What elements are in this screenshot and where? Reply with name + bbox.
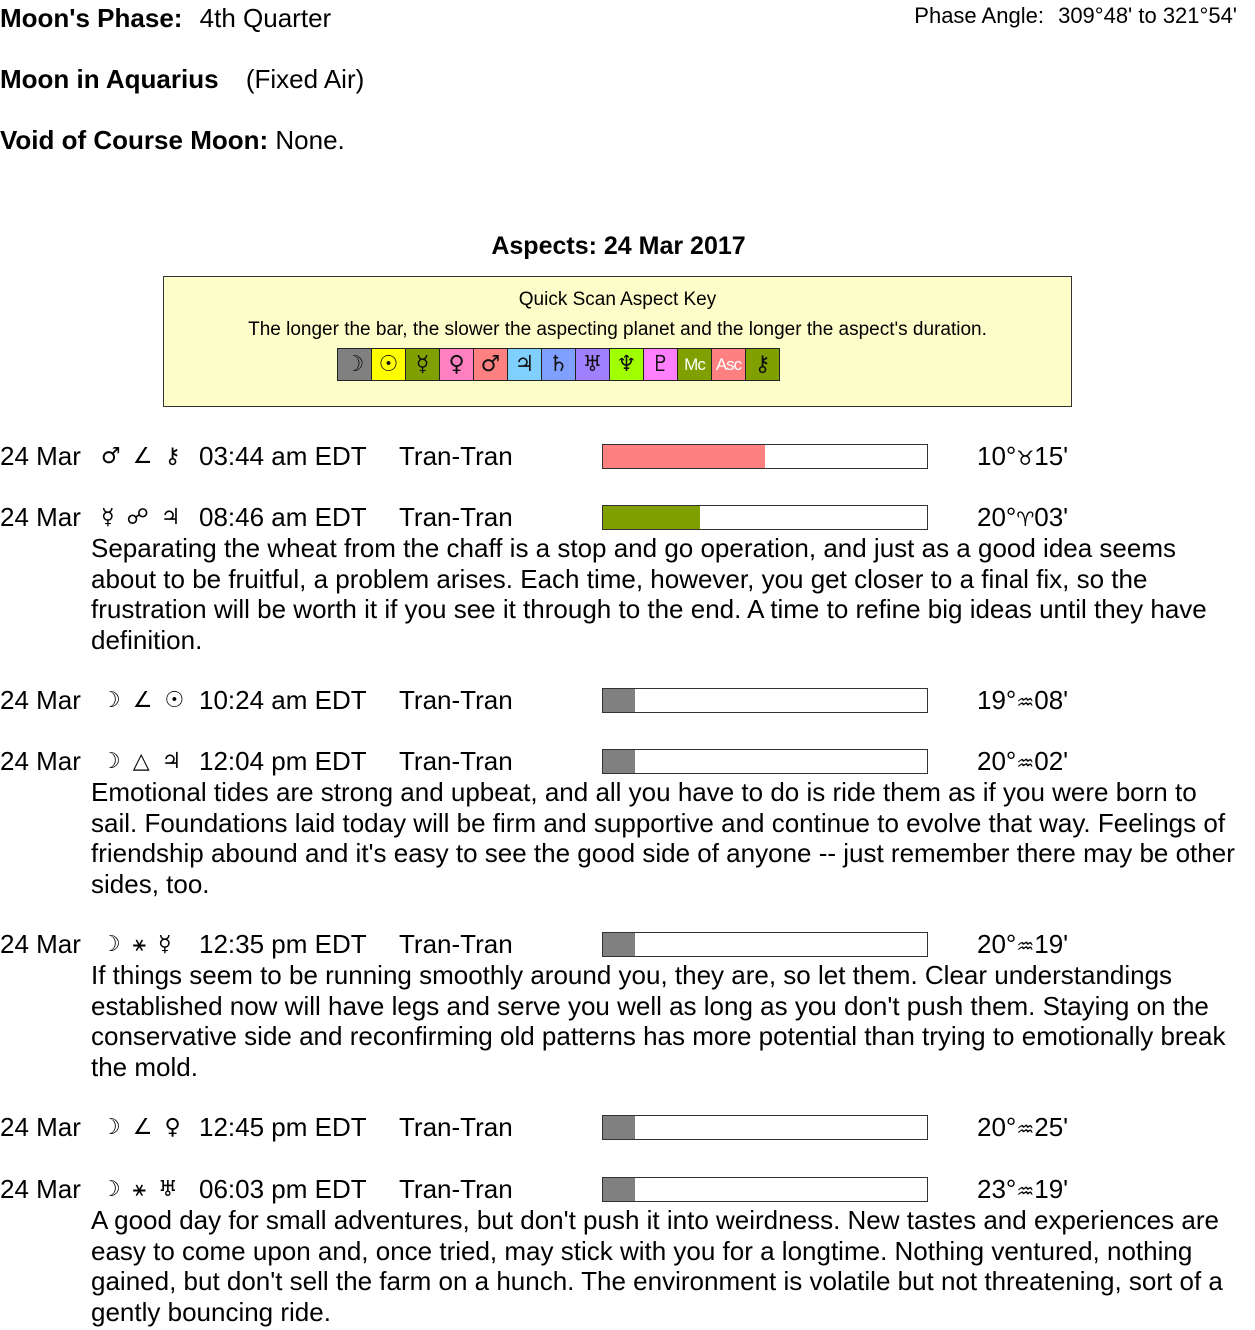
aspect-type: Tran-Tran [399,502,513,532]
planet-2-icon: ♃ [160,505,181,530]
planet-2-icon: ☿ [157,932,172,957]
aspect-time: 06:03 pm EDT [199,1174,367,1204]
planet-2-icon: ⚷ [164,444,181,469]
aspect-position [977,1174,1068,1206]
midheaven-key-icon: Mc [677,348,712,381]
zodiac-sign-icon: ♒ [1016,1117,1035,1141]
zodiac-sign-icon: ♒ [1016,690,1035,714]
aspect-position [977,746,1068,778]
aspect-key [163,276,1072,407]
aspect-type: Tran-Tran [399,441,513,471]
position-minute: 19' [1034,1174,1069,1204]
aspect-icon: ∠ [132,444,153,469]
planet-2-icon: ♃ [161,749,182,774]
aspect-type: Tran-Tran [399,929,513,959]
chiron-key-icon: ⚷ [745,348,780,381]
duration-bar-fill [603,933,635,956]
neptune-key-icon: ♆ [609,348,644,381]
duration-bar [602,505,928,530]
planet-1-icon: ☽ [101,1115,121,1140]
aspect-position [977,441,1068,473]
duration-bar [602,749,928,774]
position-degree: 23° [977,1174,1017,1204]
planet-1-icon: ☽ [101,688,121,713]
duration-bar [602,1115,928,1140]
aspect-description: Emotional tides are strong and upbeat, and all you have to do is ride them as if you were born to sail. Foundations laid today will be firm and supportive and continue to evolve that way. Feelings of friendship abound and it's easy to see the good side of anyone -- just remember there may be other sides, too. [91,777,1235,899]
void-value: None. [275,125,345,155]
position-degree: 10° [977,441,1017,471]
aspect-icon: ⚹ [132,1177,146,1202]
aspect-time: 10:24 am EDT [199,685,367,715]
key-title: Quick Scan Aspect Key [518,289,717,310]
position-minute: 08' [1034,685,1069,715]
moon-phase [0,3,331,33]
duration-bar-fill [603,750,635,773]
aspect-date: 24 Mar [0,929,81,959]
aspect-type: Tran-Tran [399,746,513,776]
aspect-type: Tran-Tran [399,1112,513,1142]
position-degree: 20° [977,929,1017,959]
position-degree: 20° [977,502,1017,532]
aspect-symbols [101,503,181,533]
position-degree: 20° [977,746,1017,776]
ascendant-key-icon: Asc [711,348,746,381]
zodiac-sign-icon: ♒ [1016,934,1035,958]
planet-1-icon: ☽ [101,932,121,957]
jupiter-key-icon: ♃ [507,348,542,381]
planet-2-icon: ♀ [164,1115,181,1140]
aspect-description: Separating the wheat from the chaff is a stop and go operation, and just as a good idea seems about to be fruitful, a problem arises. Each time, however, you get closer to a final fix, so the frustration will be worth it if you see it through to the end. A time to refine big ideas until they have definition. [91,533,1207,655]
uranus-key-icon: ♅ [575,348,610,381]
aspect-time: 12:35 pm EDT [199,929,367,959]
aspect-icon: ∠ [132,1115,153,1140]
void-label: Void of Course Moon: [0,125,269,155]
duration-bar [602,688,928,713]
aspect-date: 24 Mar [0,746,81,776]
duration-bar-fill [603,1116,635,1139]
aspect-position [977,929,1068,961]
key-glyph-row [337,348,779,381]
aspects-title: Aspects: 24 Mar 2017 [491,232,746,260]
aspect-position [977,502,1068,534]
position-minute: 19' [1034,929,1069,959]
aspect-symbols [101,1175,178,1205]
aspect-symbols [101,747,181,777]
aspect-symbols [101,442,181,472]
moon-sign [0,64,364,94]
aspect-symbols [101,686,184,716]
aspect-icon: ∠ [132,688,153,713]
duration-bar [602,1177,928,1202]
position-degree: 19° [977,685,1017,715]
duration-bar [602,932,928,957]
moon-phase-label: Moon's Phase: [0,3,183,33]
phase-angle [914,3,1237,29]
aspect-symbols [101,1113,181,1143]
aspect-type: Tran-Tran [399,685,513,715]
aspect-time: 08:46 am EDT [199,502,367,532]
phase-angle-label: Phase Angle: [914,3,1044,28]
zodiac-sign-icon: ♒ [1016,751,1035,775]
duration-bar-fill [603,1178,635,1201]
zodiac-sign-icon: ♉ [1016,446,1035,470]
sun-key-icon: ☉ [371,348,406,381]
aspect-icon: ☍ [126,505,149,530]
aspect-position [977,1112,1068,1144]
aspect-time: 03:44 am EDT [199,441,367,471]
moon-key-icon: ☽ [337,348,372,381]
phase-angle-value: 309°48' to 321°54' [1058,3,1237,28]
moon-sign-element: (Fixed Air) [245,64,365,94]
saturn-key-icon: ♄ [541,348,576,381]
moon-sign-label: Moon in Aquarius [0,64,219,94]
moon-phase-value: 4th Quarter [199,3,332,33]
aspect-icon: △ [132,749,150,774]
aspect-date: 24 Mar [0,685,81,715]
position-minute: 25' [1034,1112,1069,1142]
void-of-course [0,125,345,155]
aspect-type: Tran-Tran [399,1174,513,1204]
mercury-key-icon: ☿ [405,348,440,381]
zodiac-sign-icon: ♈ [1016,507,1035,531]
aspect-description: If things seem to be running smoothly around you, they are, so let them. Clear understandings established now will have legs and serve you well as long as you don't push them. Staying on the conservative side and reconfirming old patterns has more potential than trying to emotionally break the mold. [91,960,1226,1082]
key-description: The longer the bar, the slower the aspecting planet and the longer the aspect's duration. [248,319,987,340]
duration-bar-fill [603,689,635,712]
position-minute: 03' [1034,502,1069,532]
venus-key-icon: ♀ [439,348,474,381]
aspect-position [977,685,1068,717]
position-minute: 15' [1034,441,1069,471]
position-degree: 20° [977,1112,1017,1142]
duration-bar-fill [603,445,765,468]
aspect-time: 12:45 pm EDT [199,1112,367,1142]
planet-1-icon: ☽ [101,749,121,774]
pluto-key-icon: ♇ [643,348,678,381]
aspect-description: A good day for small adventures, but don't push it into weirdness. New tastes and experiences are easy to come upon and, once tried, may stick with you for a longtime. Nothing ventured, nothing gained, but don't sell the farm on a hunch. The environment is volatile but not threatening, sort of a gently bouncing ride. [91,1205,1223,1327]
planet-2-icon: ♅ [157,1177,178,1202]
duration-bar [602,444,928,469]
aspect-icon: ⚹ [132,932,146,957]
zodiac-sign-icon: ♒ [1016,1179,1035,1203]
mars-key-icon: ♂ [473,348,508,381]
duration-bar-fill [603,506,700,529]
planet-1-icon: ♂ [101,444,121,469]
aspect-time: 12:04 pm EDT [199,746,367,776]
planet-2-icon: ☉ [164,688,185,713]
aspect-date: 24 Mar [0,1174,81,1204]
planet-1-icon: ☿ [101,505,115,530]
planet-1-icon: ☽ [101,1177,121,1202]
aspect-date: 24 Mar [0,441,81,471]
aspect-date: 24 Mar [0,1112,81,1142]
position-minute: 02' [1034,746,1069,776]
aspect-symbols [101,930,171,960]
aspect-date: 24 Mar [0,502,81,532]
